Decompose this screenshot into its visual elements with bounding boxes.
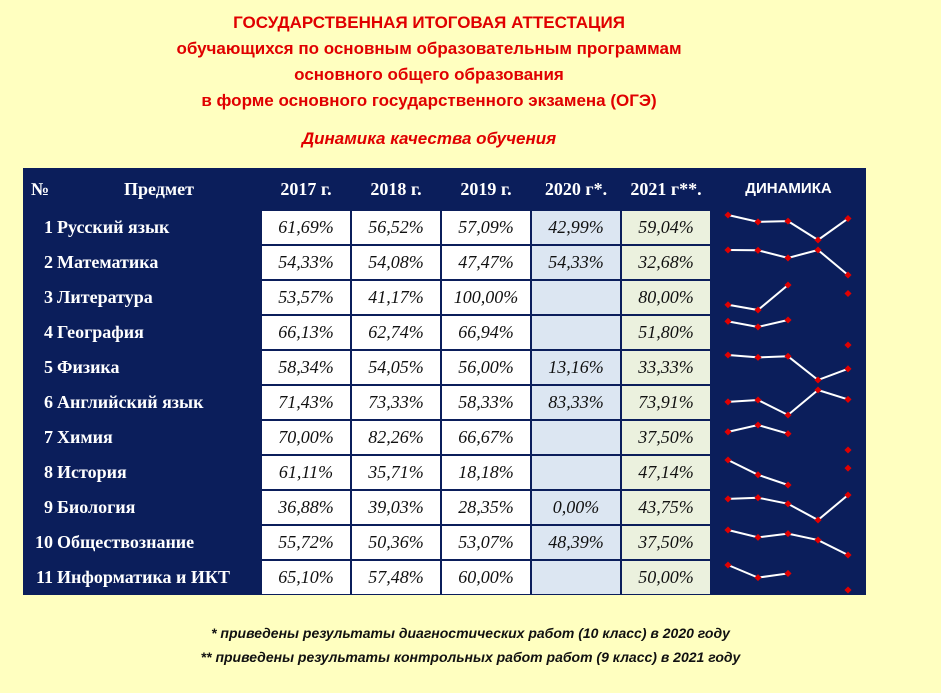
value-cell-2021: 59,04% bbox=[621, 210, 711, 245]
row-number: 7 bbox=[44, 427, 53, 447]
value-cell-2019: 58,33% bbox=[441, 385, 531, 420]
value-cell-2019: 100,00% bbox=[441, 280, 531, 315]
row-number: 10 bbox=[35, 532, 53, 552]
value-cell-2018: 54,05% bbox=[351, 350, 441, 385]
sparkline-marker bbox=[724, 526, 731, 533]
sparkline-marker bbox=[754, 421, 761, 428]
value-cell-2018: 56,52% bbox=[351, 210, 441, 245]
sparkline-2 bbox=[724, 246, 851, 278]
sparkline-4 bbox=[724, 316, 851, 348]
row-number: 6 bbox=[44, 392, 53, 412]
sparkline-marker bbox=[784, 530, 791, 537]
sparkline-marker bbox=[844, 341, 851, 348]
sparkline-marker bbox=[784, 570, 791, 577]
value-cell-2020 bbox=[531, 455, 621, 490]
value-cell-2019: 56,00% bbox=[441, 350, 531, 385]
sparkline-5 bbox=[724, 351, 851, 383]
value-cell-2021: 73,91% bbox=[621, 385, 711, 420]
value-cell-2017: 58,34% bbox=[261, 350, 351, 385]
value-cell-2021: 37,50% bbox=[621, 420, 711, 455]
sparkline-marker bbox=[724, 495, 731, 502]
sparkline-marker bbox=[754, 534, 761, 541]
sparkline-marker bbox=[724, 211, 731, 218]
header-num: № bbox=[30, 179, 50, 199]
sparkline-6 bbox=[724, 386, 851, 418]
title-line-2: обучающихся по основным образовательным программам bbox=[176, 39, 682, 58]
value-cell-2020 bbox=[531, 420, 621, 455]
value-cell-2019: 66,67% bbox=[441, 420, 531, 455]
subject-name: Русский язык bbox=[57, 217, 170, 237]
value-cell-2018: 57,48% bbox=[351, 560, 441, 595]
value-cell-2021: 50,00% bbox=[621, 560, 711, 595]
row-number: 8 bbox=[44, 462, 53, 482]
sparkline-marker bbox=[844, 365, 851, 372]
value-cell-2020: 83,33% bbox=[531, 385, 621, 420]
sparkline-marker bbox=[754, 247, 761, 254]
results-table bbox=[23, 168, 866, 595]
sparkline-marker bbox=[844, 465, 851, 472]
sparkline-marker bbox=[724, 246, 731, 253]
value-cell-2017: 65,10% bbox=[261, 560, 351, 595]
value-cell-2020: 0,00% bbox=[531, 490, 621, 525]
sparkline-marker bbox=[724, 301, 731, 308]
sparkline-marker bbox=[844, 290, 851, 297]
value-cell-2021: 80,00% bbox=[621, 280, 711, 315]
value-cell-2019: 66,94% bbox=[441, 315, 531, 350]
value-cell-2020: 54,33% bbox=[531, 245, 621, 280]
sparkline-marker bbox=[754, 574, 761, 581]
value-cell-2018: 50,36% bbox=[351, 525, 441, 560]
row-number: 5 bbox=[44, 357, 53, 377]
sparkline-marker bbox=[844, 551, 851, 558]
subtitle: Динамика качества обучения bbox=[301, 129, 557, 148]
sparkline-marker bbox=[784, 316, 791, 323]
sparkline-marker bbox=[754, 494, 761, 501]
sparkline-marker bbox=[724, 561, 731, 568]
sparkline-marker bbox=[724, 428, 731, 435]
subject-name: Химия bbox=[57, 427, 113, 447]
footnote-1: * приведены результаты диагностических работ (10 класс) в 2020 году bbox=[211, 625, 730, 641]
subject-name: Информатика и ИКТ bbox=[57, 567, 230, 587]
header-2020: 2020 г*. bbox=[544, 179, 608, 199]
sparkline-marker bbox=[844, 396, 851, 403]
value-cell-2021: 37,50% bbox=[621, 525, 711, 560]
sparkline-marker bbox=[784, 500, 791, 507]
value-cell-2020: 48,39% bbox=[531, 525, 621, 560]
row-number: 11 bbox=[35, 567, 53, 587]
row-number: 4 bbox=[44, 322, 53, 342]
sparkline-line bbox=[728, 285, 788, 310]
sparkline-1 bbox=[724, 211, 851, 243]
value-cell-2018: 82,26% bbox=[351, 420, 441, 455]
row-number: 9 bbox=[44, 497, 53, 517]
value-cell-2018: 35,71% bbox=[351, 455, 441, 490]
subject-name: Математика bbox=[57, 252, 159, 272]
header-2017: 2017 г. bbox=[280, 179, 332, 199]
value-cell-2019: 47,47% bbox=[441, 245, 531, 280]
sparkline-marker bbox=[784, 430, 791, 437]
sparkline-10 bbox=[724, 526, 851, 558]
value-cell-2017: 61,69% bbox=[261, 210, 351, 245]
value-cell-2018: 39,03% bbox=[351, 490, 441, 525]
sparkline-9 bbox=[724, 491, 851, 523]
sparkline-11 bbox=[724, 561, 851, 593]
header-2021: 2021 г**. bbox=[630, 179, 702, 199]
subject-name: Литература bbox=[57, 287, 153, 307]
sparkline-marker bbox=[724, 351, 731, 358]
footnote-2: ** приведены результаты контрольных работ работ (9 класс) в 2021 году bbox=[200, 649, 741, 665]
sparkline-marker bbox=[724, 398, 731, 405]
value-cell-2021: 47,14% bbox=[621, 455, 711, 490]
title-line-1: ГОСУДАРСТВЕННАЯ ИТОГОВАЯ АТТЕСТАЦИЯ bbox=[233, 13, 625, 32]
value-cell-2020: 13,16% bbox=[531, 350, 621, 385]
value-cell-2018: 62,74% bbox=[351, 315, 441, 350]
row-number: 2 bbox=[44, 252, 53, 272]
title-line-3: основного общего образования bbox=[294, 65, 564, 84]
value-cell-2019: 53,07% bbox=[441, 525, 531, 560]
value-cell-2017: 53,57% bbox=[261, 280, 351, 315]
header-2019: 2019 г. bbox=[460, 179, 512, 199]
header-dynamics: ДИНАМИКА bbox=[745, 180, 832, 197]
value-cell-2020 bbox=[531, 280, 621, 315]
value-cell-2021: 32,68% bbox=[621, 245, 711, 280]
subject-name: Обществознание bbox=[57, 532, 195, 552]
value-cell-2019: 28,35% bbox=[441, 490, 531, 525]
value-cell-2018: 54,08% bbox=[351, 245, 441, 280]
subject-name: Физика bbox=[57, 357, 120, 377]
sparkline-marker bbox=[784, 254, 791, 261]
header-2018: 2018 г. bbox=[370, 179, 422, 199]
sparkline-marker bbox=[754, 354, 761, 361]
value-cell-2021: 43,75% bbox=[621, 490, 711, 525]
subject-name: Английский язык bbox=[57, 392, 204, 412]
sparkline-line bbox=[728, 495, 848, 520]
value-cell-2018: 73,33% bbox=[351, 385, 441, 420]
value-cell-2017: 70,00% bbox=[261, 420, 351, 455]
sparkline-marker bbox=[754, 396, 761, 403]
value-cell-2020: 42,99% bbox=[531, 210, 621, 245]
sparkline-marker bbox=[754, 323, 761, 330]
sparkline-marker bbox=[814, 537, 821, 544]
sparkline-marker bbox=[754, 218, 761, 225]
value-cell-2021: 33,33% bbox=[621, 350, 711, 385]
sparkline-marker bbox=[724, 318, 731, 325]
sparkline-marker bbox=[844, 586, 851, 593]
row-number: 3 bbox=[44, 287, 53, 307]
sparkline-3 bbox=[724, 281, 851, 313]
title-line-4: в форме основного государственного экзамена (ОГЭ) bbox=[201, 91, 657, 110]
sparkline-marker bbox=[844, 446, 851, 453]
sparkline-marker bbox=[784, 481, 791, 488]
sparkline-line bbox=[728, 390, 848, 415]
header-subject: Предмет bbox=[124, 179, 194, 199]
value-cell-2017: 54,33% bbox=[261, 245, 351, 280]
value-cell-2019: 18,18% bbox=[441, 455, 531, 490]
value-cell-2020 bbox=[531, 560, 621, 595]
subject-name: История bbox=[57, 462, 127, 482]
value-cell-2017: 61,11% bbox=[261, 455, 351, 490]
value-cell-2017: 36,88% bbox=[261, 490, 351, 525]
value-cell-2017: 66,13% bbox=[261, 315, 351, 350]
sparkline-line bbox=[728, 250, 848, 275]
subject-name: Биология bbox=[57, 497, 136, 517]
dynamics-sparklines bbox=[718, 210, 866, 595]
subject-name: География bbox=[57, 322, 144, 342]
value-cell-2019: 57,09% bbox=[441, 210, 531, 245]
row-number: 1 bbox=[44, 217, 53, 237]
sparkline-marker bbox=[724, 456, 731, 463]
sparkline-marker bbox=[754, 471, 761, 478]
sparkline-7 bbox=[724, 421, 851, 453]
sparkline-8 bbox=[724, 456, 851, 488]
value-cell-2020 bbox=[531, 315, 621, 350]
value-cell-2018: 41,17% bbox=[351, 280, 441, 315]
value-cell-2017: 55,72% bbox=[261, 525, 351, 560]
value-cell-2017: 71,43% bbox=[261, 385, 351, 420]
value-cell-2019: 60,00% bbox=[441, 560, 531, 595]
value-cell-2021: 51,80% bbox=[621, 315, 711, 350]
